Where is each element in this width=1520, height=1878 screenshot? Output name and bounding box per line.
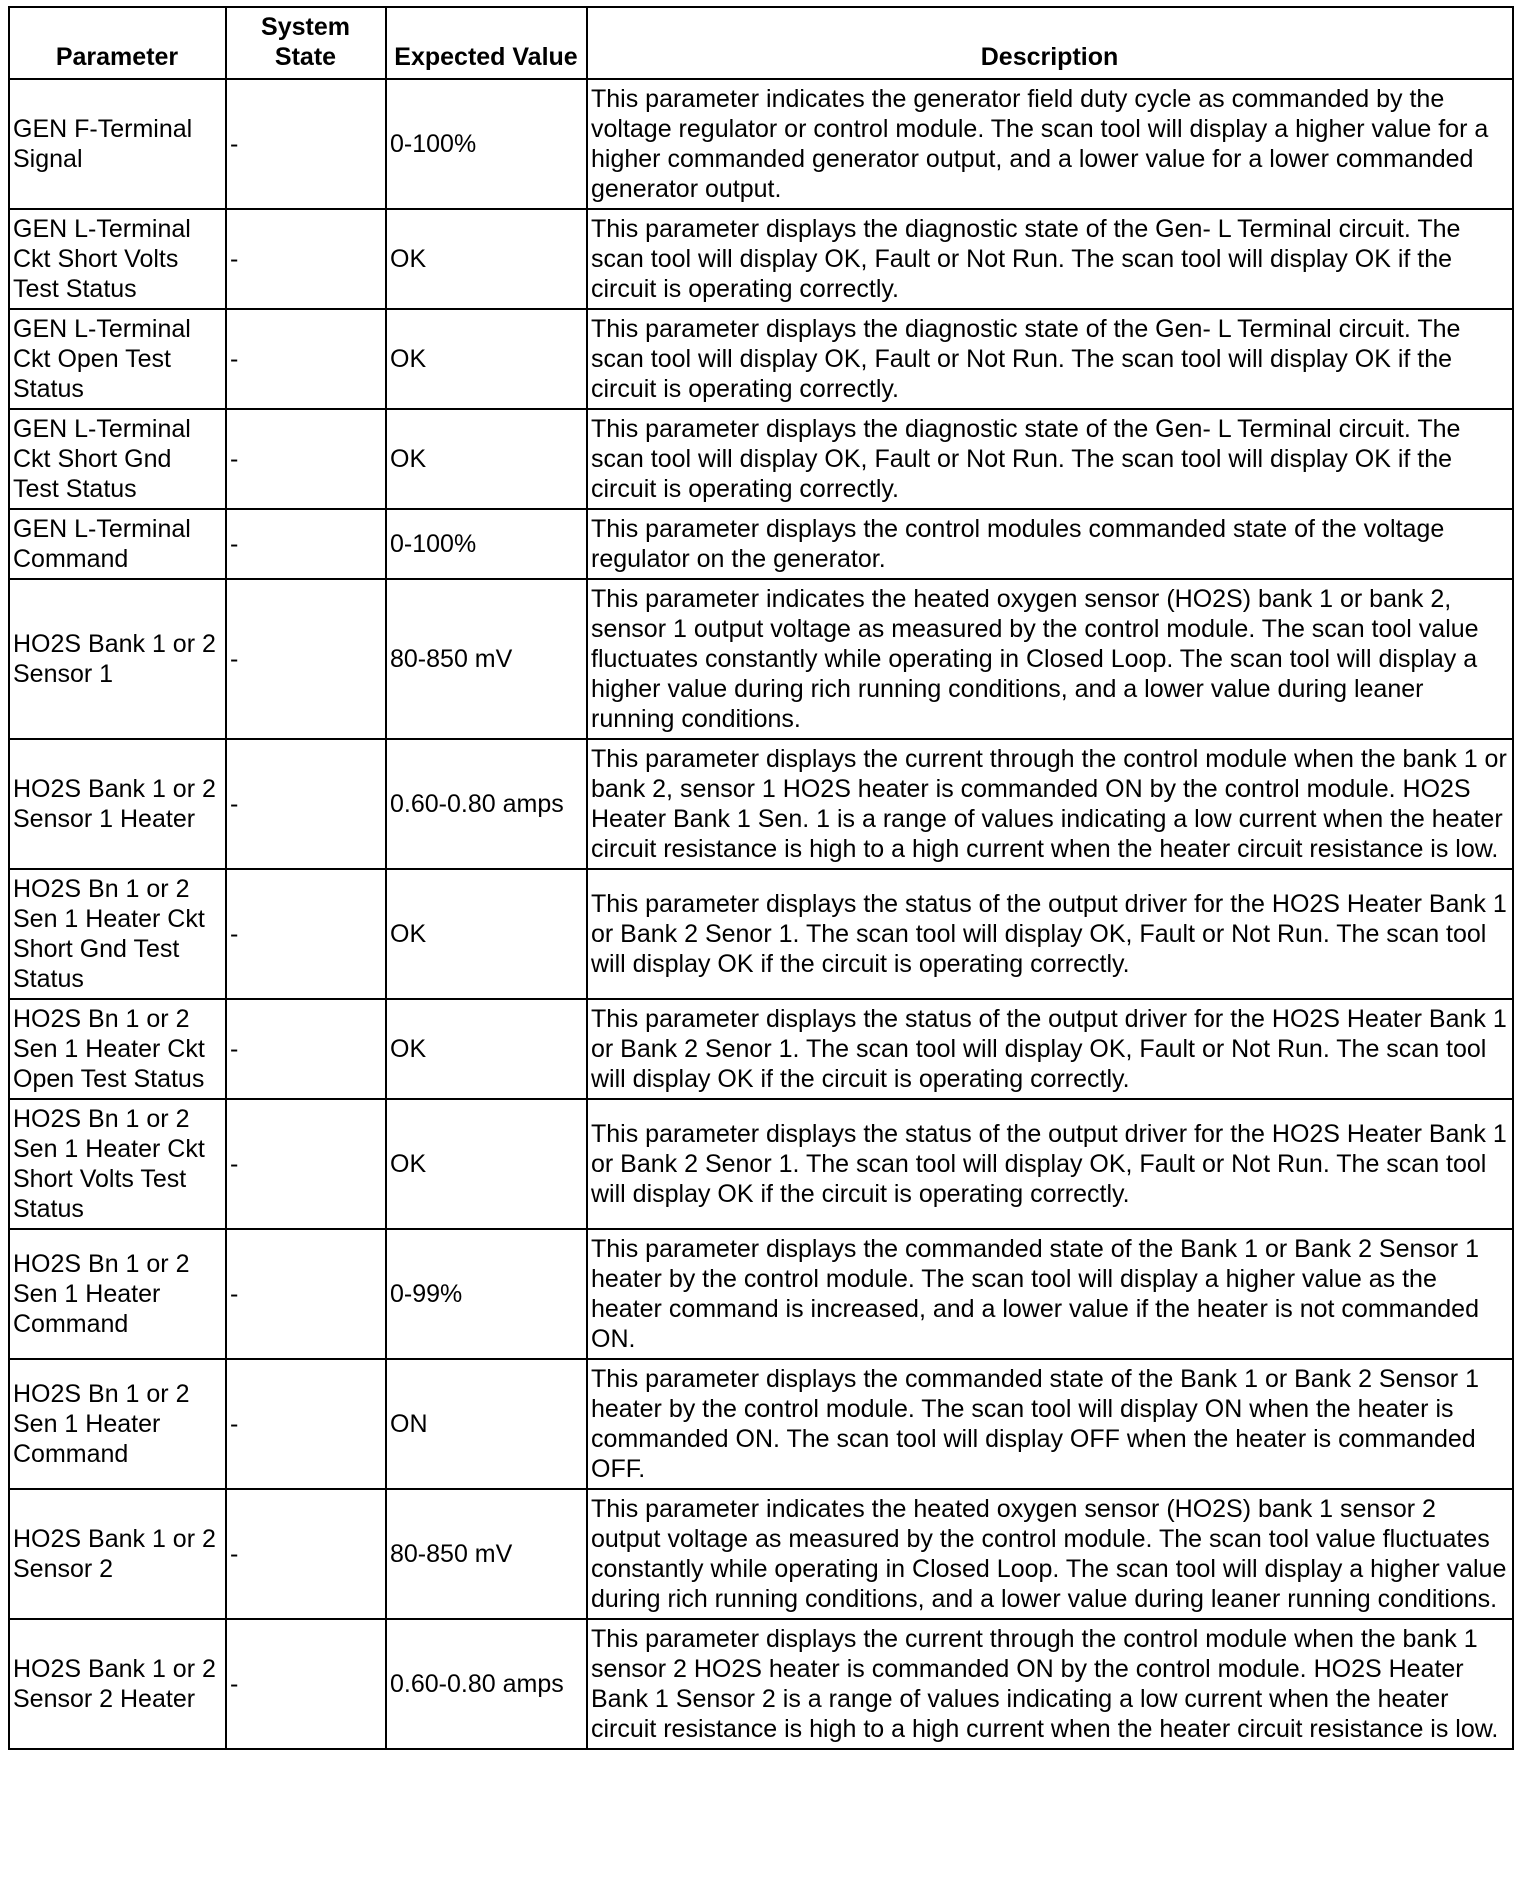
cell-description: This parameter displays the diagnostic state of the Gen- L Terminal circuit. The scan tool will display OK, Fault or Not Run. The scan tool will display OK if the circuit is operating correctly. — [587, 309, 1513, 409]
cell-system-state: - — [226, 739, 386, 869]
table-row — [9, 869, 1513, 999]
cell-expected-value: 0-100% — [386, 509, 587, 579]
cell-expected-value: 0-100% — [386, 79, 587, 209]
cell-description: This parameter indicates the generator field duty cycle as commanded by the voltage regulator or control module. The scan tool will display a higher value for a higher commanded generator output, and a lower value for a lower commanded generator output. — [587, 79, 1513, 209]
cell-system-state: - — [226, 1489, 386, 1619]
cell-system-state: - — [226, 309, 386, 409]
cell-expected-value: OK — [386, 999, 587, 1099]
table-row — [9, 409, 1513, 509]
header-expected-value: Expected Value — [386, 7, 587, 79]
cell-expected-value: 0.60-0.80 amps — [386, 739, 587, 869]
table-row — [9, 1619, 1513, 1749]
cell-expected-value: 80-850 mV — [386, 1489, 587, 1619]
cell-expected-value: OK — [386, 409, 587, 509]
cell-expected-value: 0-99% — [386, 1229, 587, 1359]
cell-parameter: GEN F-Terminal Signal — [9, 79, 226, 209]
cell-expected-value: 80-850 mV — [386, 579, 587, 739]
cell-parameter: GEN L-Terminal Ckt Open Test Status — [9, 309, 226, 409]
table-row — [9, 1359, 1513, 1489]
table-row — [9, 739, 1513, 869]
cell-parameter: HO2S Bn 1 or 2 Sen 1 Heater Command — [9, 1359, 226, 1489]
cell-parameter: GEN L-Terminal Ckt Short Gnd Test Status — [9, 409, 226, 509]
table-row — [9, 309, 1513, 409]
cell-system-state: - — [226, 579, 386, 739]
cell-parameter: HO2S Bn 1 or 2 Sen 1 Heater Command — [9, 1229, 226, 1359]
table-row — [9, 1099, 1513, 1229]
cell-description: This parameter indicates the heated oxygen sensor (HO2S) bank 1 or bank 2, sensor 1 output voltage as measured by the control module. The scan tool value fluctuates constantly while operating in Closed Loop. The scan tool will display a higher value during rich running conditions, and a lower value during leaner running conditions. — [587, 579, 1513, 739]
parameter-table — [8, 6, 1514, 1750]
cell-expected-value: 0.60-0.80 amps — [386, 1619, 587, 1749]
table-row — [9, 999, 1513, 1099]
header-row — [9, 7, 1513, 79]
cell-description: This parameter displays the status of the output driver for the HO2S Heater Bank 1 or Bank 2 Senor 1. The scan tool will display OK, Fault or Not Run. The scan tool will display OK if the circuit is operating correctly. — [587, 1099, 1513, 1229]
cell-system-state: - — [226, 1359, 386, 1489]
cell-description: This parameter displays the diagnostic state of the Gen- L Terminal circuit. The scan tool will display OK, Fault or Not Run. The scan tool will display OK if the circuit is operating correctly. — [587, 209, 1513, 309]
cell-expected-value: OK — [386, 309, 587, 409]
cell-system-state: - — [226, 1099, 386, 1229]
cell-parameter: HO2S Bn 1 or 2 Sen 1 Heater Ckt Short Gnd Test Status — [9, 869, 226, 999]
cell-description: This parameter displays the status of the output driver for the HO2S Heater Bank 1 or Bank 2 Senor 1. The scan tool will display OK, Fault or Not Run. The scan tool will display OK if the circuit is operating correctly. — [587, 999, 1513, 1099]
header-description: Description — [587, 7, 1513, 79]
cell-description: This parameter displays the current through the control module when the bank 1 or bank 2, sensor 1 HO2S heater is commanded ON by the control module. HO2S Heater Bank 1 Sen. 1 is a range of values indicating a low current when the heater circuit resistance is high to a high current when the heater circuit resistance is low. — [587, 739, 1513, 869]
cell-parameter: HO2S Bn 1 or 2 Sen 1 Heater Ckt Short Volts Test Status — [9, 1099, 226, 1229]
cell-expected-value: OK — [386, 209, 587, 309]
cell-description: This parameter displays the commanded state of the Bank 1 or Bank 2 Sensor 1 heater by the control module. The scan tool will display ON when the heater is commanded ON. The scan tool will display OFF when the heater is commanded OFF. — [587, 1359, 1513, 1489]
cell-parameter: GEN L-Terminal Command — [9, 509, 226, 579]
cell-system-state: - — [226, 509, 386, 579]
cell-system-state: - — [226, 79, 386, 209]
cell-system-state: - — [226, 1229, 386, 1359]
cell-system-state: - — [226, 209, 386, 309]
cell-description: This parameter displays the diagnostic state of the Gen- L Terminal circuit. The scan tool will display OK, Fault or Not Run. The scan tool will display OK if the circuit is operating correctly. — [587, 409, 1513, 509]
cell-parameter: HO2S Bank 1 or 2 Sensor 2 — [9, 1489, 226, 1619]
cell-system-state: - — [226, 409, 386, 509]
header-system-state: System State — [226, 7, 386, 79]
cell-parameter: HO2S Bank 1 or 2 Sensor 1 Heater — [9, 739, 226, 869]
cell-expected-value: OK — [386, 1099, 587, 1229]
table-row — [9, 1229, 1513, 1359]
cell-parameter: GEN L-Terminal Ckt Short Volts Test Status — [9, 209, 226, 309]
cell-description: This parameter displays the current through the control module when the bank 1 sensor 2 HO2S heater is commanded ON by the control module. HO2S Heater Bank 1 Sensor 2 is a range of values indicating a low current when the heater circuit resistance is high to a high current when the heater circuit resistance is low. — [587, 1619, 1513, 1749]
cell-description: This parameter indicates the heated oxygen sensor (HO2S) bank 1 sensor 2 output voltage as measured by the control module. The scan tool value fluctuates constantly while operating in Closed Loop. The scan tool will display a higher value during rich running conditions, and a lower value during leaner running conditions. — [587, 1489, 1513, 1619]
cell-description: This parameter displays the commanded state of the Bank 1 or Bank 2 Sensor 1 heater by the control module. The scan tool will display a higher value as the heater command is increased, and a lower value if the heater is not commanded ON. — [587, 1229, 1513, 1359]
table-row — [9, 579, 1513, 739]
parameter-table-sheet — [8, 6, 1512, 1750]
cell-system-state: - — [226, 999, 386, 1099]
table-row — [9, 79, 1513, 209]
cell-expected-value: ON — [386, 1359, 587, 1489]
header-parameter: Parameter — [9, 7, 226, 79]
cell-system-state: - — [226, 1619, 386, 1749]
cell-expected-value: OK — [386, 869, 587, 999]
table-row — [9, 1489, 1513, 1619]
cell-system-state: - — [226, 869, 386, 999]
table-row — [9, 209, 1513, 309]
cell-description: This parameter displays the status of the output driver for the HO2S Heater Bank 1 or Bank 2 Senor 1. The scan tool will display OK, Fault or Not Run. The scan tool will display OK if the circuit is operating correctly. — [587, 869, 1513, 999]
cell-parameter: HO2S Bn 1 or 2 Sen 1 Heater Ckt Open Test Status — [9, 999, 226, 1099]
cell-parameter: HO2S Bank 1 or 2 Sensor 2 Heater — [9, 1619, 226, 1749]
cell-parameter: HO2S Bank 1 or 2 Sensor 1 — [9, 579, 226, 739]
table-row — [9, 509, 1513, 579]
cell-description: This parameter displays the control modules commanded state of the voltage regulator on the generator. — [587, 509, 1513, 579]
